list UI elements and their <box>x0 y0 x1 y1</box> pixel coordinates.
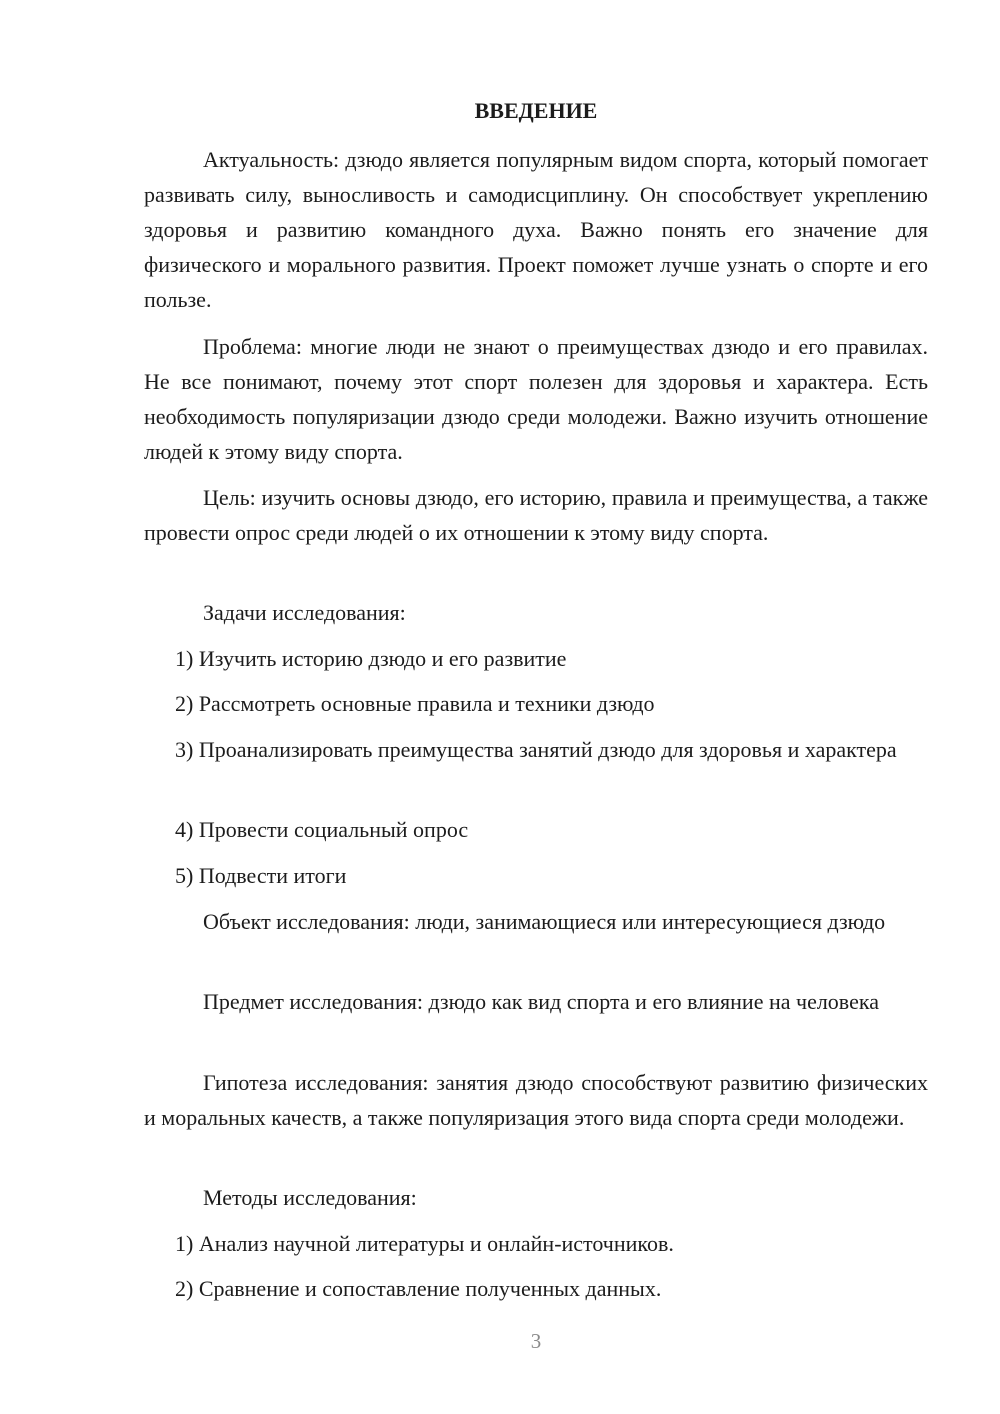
relevance-paragraph: Актуальность: дзюдо является популярным видом спорта, который помогает развивать силу, выносливость и самодисциплину. Он способствует укреплению здоровья и развитию командного духа. Важно понять его значение для физического и морального развития. Проект поможет лучше узнать о спорте и его пользе. <box>144 147 928 312</box>
hypothesis-paragraph: Гипотеза исследования: занятия дзюдо способствуют развитию физических и моральных качеств, а также популяризация этого вида спорта среди молодежи. <box>144 1070 928 1130</box>
method-item-1: 1) Анализ научной литературы и онлайн-источников. <box>175 1231 674 1256</box>
methods-title: Методы исследования: <box>203 1185 417 1210</box>
goal-paragraph: Цель: изучить основы дзюдо, его историю, правила и преимущества, а также провести опрос среди людей о их отношении к этому виду спорта. <box>144 485 928 545</box>
method-item-2: 2) Сравнение и сопоставление полученных данных. <box>175 1276 662 1301</box>
task-item-2: 2) Рассмотреть основные правила и техники дзюдо <box>175 691 655 716</box>
task-item-5: 5) Подвести итоги <box>175 863 347 888</box>
task-item-4: 4) Провести социальный опрос <box>175 817 469 842</box>
section-heading: ВВЕДЕНИЕ <box>474 98 598 123</box>
object-paragraph: Объект исследования: люди, занимающиеся или интересующиеся дзюдо <box>203 909 886 934</box>
page-number: 3 <box>530 1329 542 1353</box>
problem-paragraph: Проблема: многие люди не знают о преимуществах дзюдо и его правилах. Не все понимают, почему этот спорт полезен для здоровья и характера. Есть необходимость популяризации дзюдо среди молодежи. Важно изучить отношение людей к этому виду спорта. <box>144 334 928 464</box>
tasks-title: Задачи исследования: <box>203 600 406 625</box>
task-item-1: 1) Изучить историю дзюдо и его развитие <box>175 646 567 671</box>
subject-paragraph: Предмет исследования: дзюдо как вид спорта и его влияние на человека <box>203 989 879 1014</box>
task-item-3: 3) Проанализировать преимущества занятий дзюдо для здоровья и характера <box>175 737 897 762</box>
